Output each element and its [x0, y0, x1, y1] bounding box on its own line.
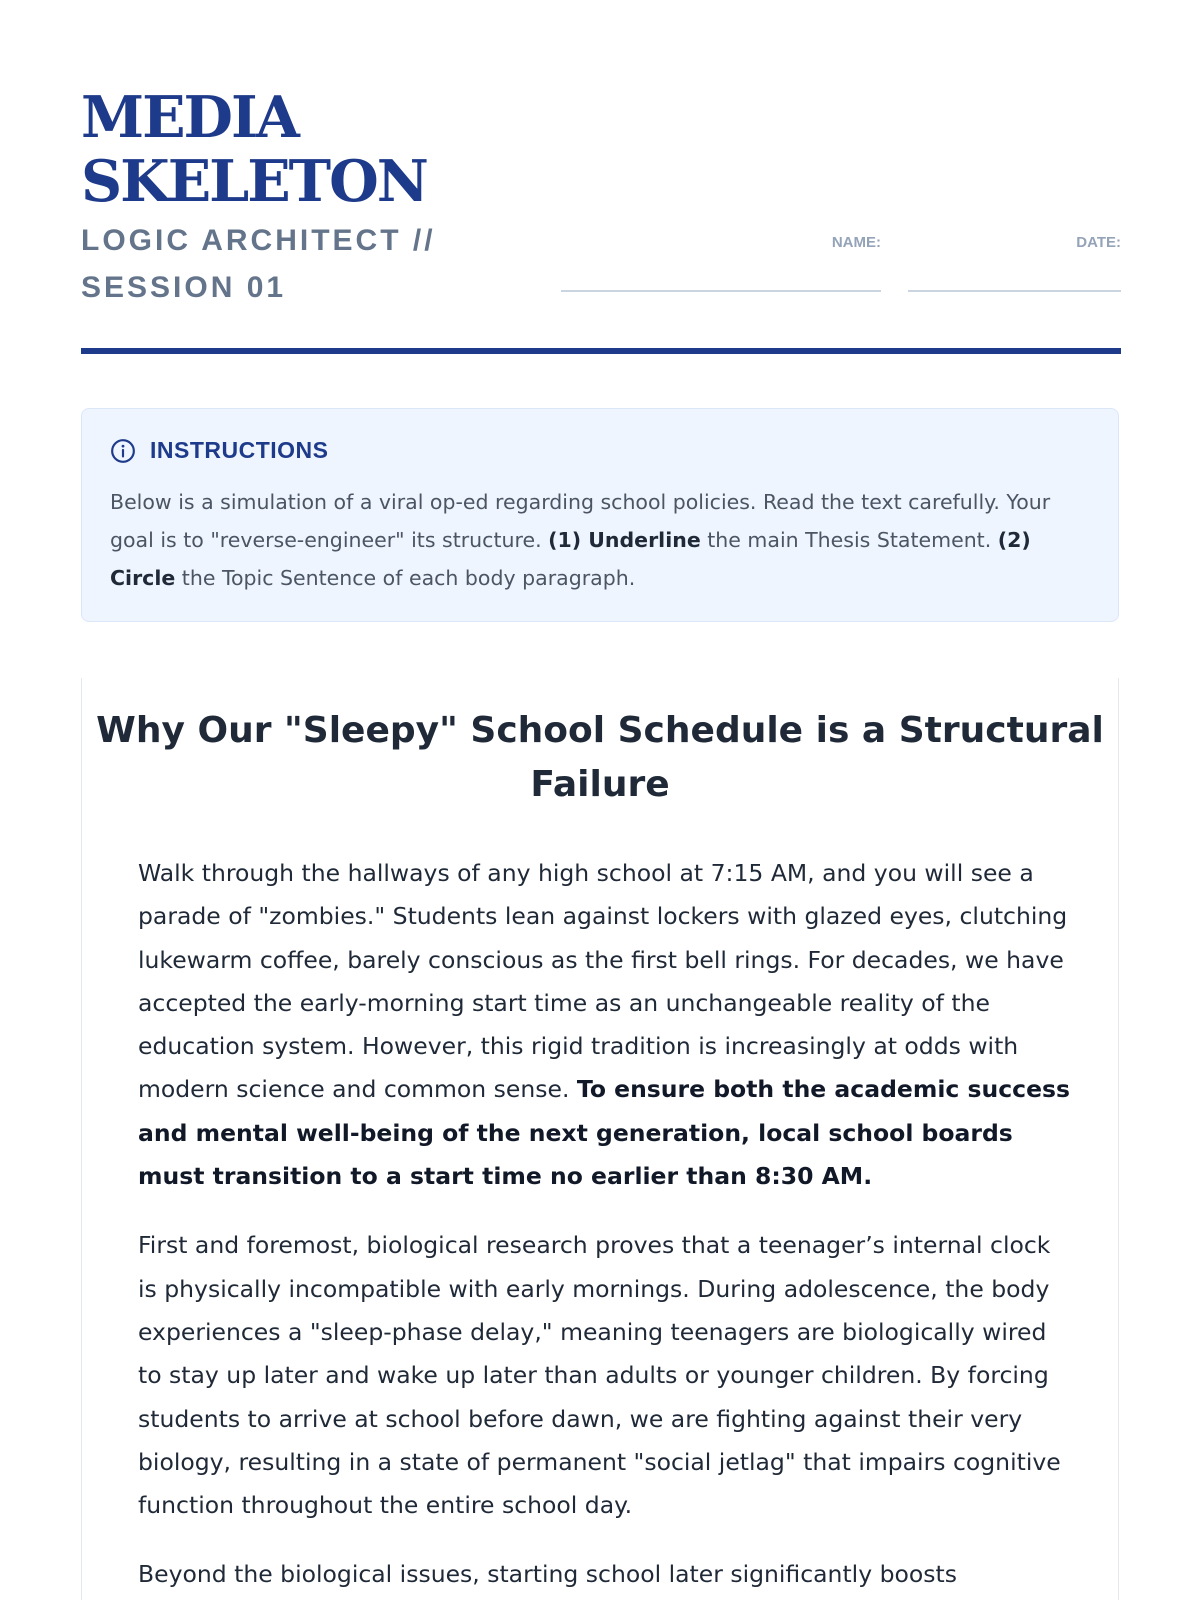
page-title-line-2: SKELETON — [81, 148, 427, 215]
date-underline — [908, 290, 1121, 292]
header-divider — [81, 348, 1121, 354]
intro-paragraph — [138, 852, 1076, 1198]
article-body — [138, 852, 1076, 1600]
op-ed-article — [81, 678, 1119, 1600]
instructions-text — [110, 483, 1100, 597]
page-header — [81, 86, 1121, 356]
instructions-panel — [81, 408, 1119, 622]
thesis-statement: To ensure both the academic success and mental well-being of the next generation, local school boards must transition to a start time no earlier than 8:30 AM. — [138, 1075, 1070, 1191]
page-title-line-1: MEDIA — [81, 84, 298, 151]
session-subtitle: LOGIC ARCHITECT // SESSION 01 — [81, 224, 436, 304]
date-label: DATE: — [1076, 234, 1121, 251]
article-title: Why Our "Sleepy" School Schedule is a Structural Failure — [96, 710, 1104, 805]
info-icon — [110, 438, 136, 464]
name-underline — [561, 290, 881, 292]
underline-step: (1) Underline — [548, 528, 701, 552]
body-paragraph-1: First and foremost, biological research proves that a teenager’s internal clock is physically incompatible with early mornings. During adolescence, the body experiences a "sleep-phase delay," meaning teenagers are biologically wired to stay up later and wake up later than adults or younger children. By forcing students to arrive at school before dawn, we are fighting against their very biology, resulting in a state of permanent "social jetlag" that impairs cognitive function throughout the entire school day. — [138, 1231, 1061, 1520]
circle-step: (2) Circle — [110, 528, 1031, 590]
instructions-title: INSTRUCTIONS — [150, 437, 329, 463]
name-label: NAME: — [831, 234, 881, 251]
instructions-heading — [110, 437, 329, 464]
date-field[interactable] — [908, 234, 1121, 294]
instructions-text-part-2: the main Thesis Statement. — [700, 528, 998, 552]
body-paragraph-2: Beyond the biological issues, starting school later significantly boosts — [138, 1560, 957, 1589]
intro-text: Walk through the hallways of any high school at 7:15 AM, and you will see a parade of "zombies." Students lean against lockers with glazed eyes, clutching lukewarm coffee, barely conscious as the first bell rings. For decades, we have accepted the early-morning start time as an unchangeable reality of the education system. However, this rigid tradition is increasingly at odds with modern science and common sense. — [138, 859, 1068, 1104]
instructions-text-part-3: the Topic Sentence of each body paragraph. — [175, 566, 636, 590]
instructions-text-part-1: Below is a simulation of a viral op-ed regarding school policies. Read the text carefully. Your goal is to "reverse-engineer" its structure. — [110, 490, 1051, 552]
name-field[interactable] — [561, 234, 881, 294]
